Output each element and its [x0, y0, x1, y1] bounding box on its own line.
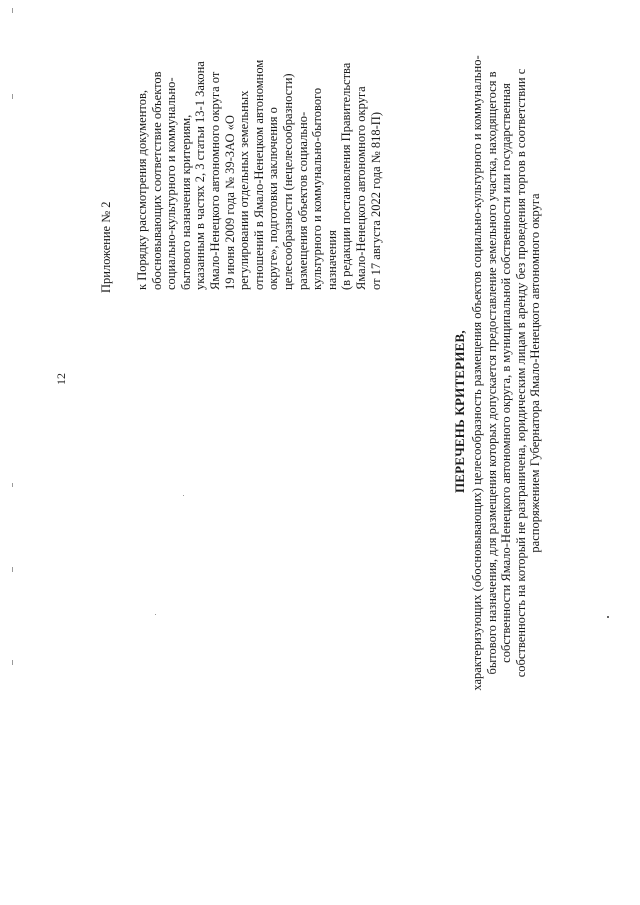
appendix-line: социально-культурного и коммунально- — [164, 77, 179, 290]
scan-mark — [155, 614, 156, 615]
appendix-line: (в редакции постановления Правительства — [339, 62, 354, 290]
appendix-line: отношений в Ямало-Ненецком автономном — [251, 59, 266, 290]
appendix-line: 19 июня 2009 года № 39-ЗАО «О — [222, 115, 237, 290]
appendix-line: целесообразности (нецелесообразности) — [280, 73, 295, 290]
appendix-line: бытового назначения критериям, — [178, 114, 193, 290]
appendix-line: Ямало-Ненецкого автономного округа от — [207, 71, 222, 290]
appendix-line: от 17 августа 2022 года № 818-П) — [368, 112, 383, 290]
appendix-line: назначения — [324, 230, 339, 290]
criteria-list-title: ПЕРЕЧЕНЬ КРИТЕРИЕВ, — [452, 330, 467, 493]
scan-mark — [12, 483, 13, 487]
appendix-line: указанным в частях 2, 3 статьи 13-1 Закона — [193, 61, 208, 290]
appendix-reference-block — [135, 60, 383, 290]
description-line: собственности Ямало-Ненецкого автономного округа, в муниципальной собственности или государственная — [499, 83, 514, 663]
description-line: распоряжением Губернатора Ямало-Ненецкого автономного округа — [528, 193, 543, 553]
page-number: 12 — [54, 373, 68, 385]
scan-mark — [12, 8, 13, 13]
description-line: характеризующих (обосновывающих) целесообразность размещения объектов социально-культурного и коммунально- — [470, 55, 484, 691]
scan-mark — [12, 567, 13, 572]
description-line: бытового назначения, для размещения которых допускается предоставление земельного участка, находящегося в — [484, 71, 499, 675]
appendix-heading: Приложение № 2 — [99, 201, 113, 293]
description-line: собственность на который не разграничена, юридическим лицам в аренду без проведения торгов в соответствии с — [513, 68, 528, 678]
scan-mark — [183, 495, 184, 496]
scan-mark — [12, 660, 13, 665]
appendix-line: размещения объектов социально- — [295, 111, 310, 290]
scan-mark — [607, 616, 609, 618]
scan-mark — [12, 94, 13, 99]
appendix-line: округе», подготовки заключения о — [266, 107, 281, 290]
criteria-description — [470, 43, 543, 703]
appendix-line: регулировании отдельных земельных — [237, 90, 252, 290]
appendix-line: Ямало-Ненецкого автономного округа — [353, 86, 368, 290]
appendix-line: культурного и коммунально-бытового — [310, 87, 325, 290]
appendix-line: обосновывающих соответствие объектов — [149, 71, 164, 290]
appendix-line: к Порядку рассмотрения документов, — [135, 90, 149, 290]
